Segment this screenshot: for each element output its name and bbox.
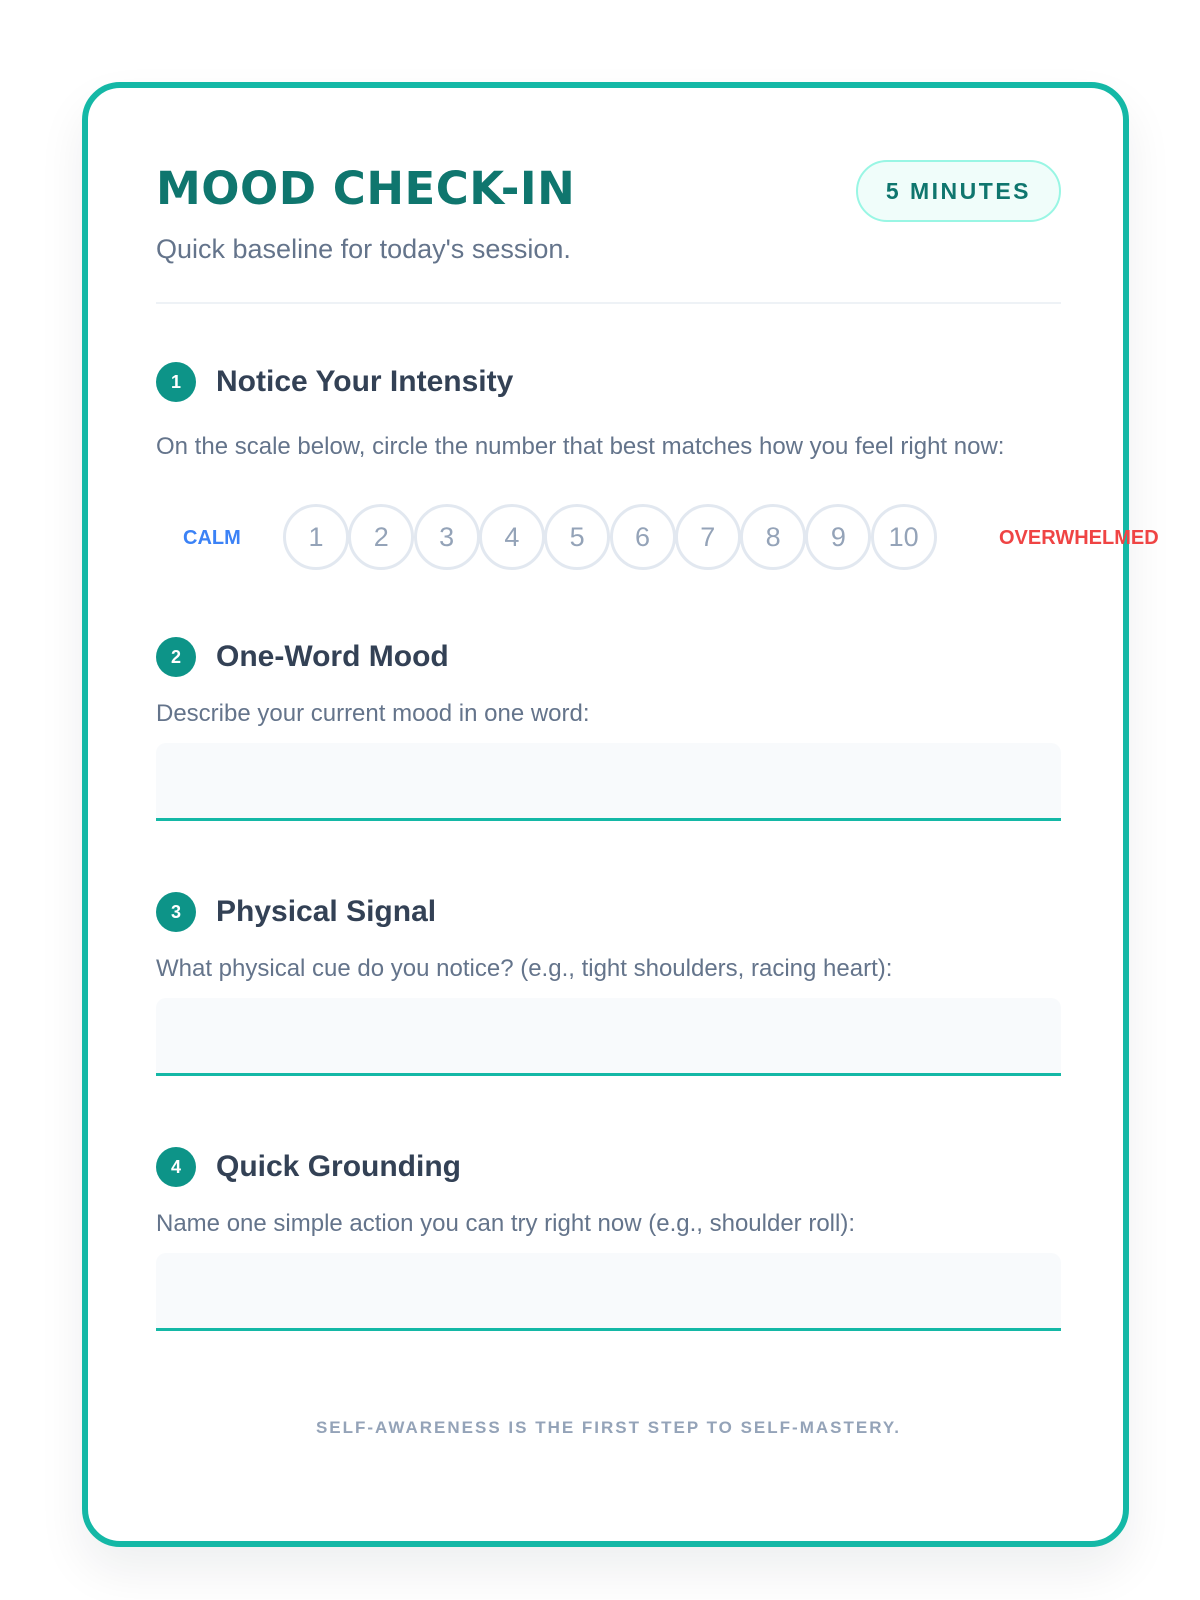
section-header — [156, 362, 1061, 402]
section-prompt: What physical cue do you notice? (e.g., tight shoulders, racing heart): — [156, 955, 893, 982]
step-number-badge: 1 — [156, 362, 196, 402]
step-number-badge: 4 — [156, 1147, 196, 1187]
section-title: One-Word Mood — [216, 640, 449, 673]
duration-badge: 5 MINUTES — [856, 160, 1061, 222]
section-header — [156, 1147, 1061, 1187]
page-subtitle: Quick baseline for today's session. — [156, 234, 571, 264]
section-one-word-mood — [156, 637, 1061, 821]
scale-low-label: CALM — [183, 526, 241, 549]
scale-option-8[interactable]: 8 — [740, 504, 806, 570]
scale-option-9[interactable]: 9 — [805, 504, 871, 570]
section-prompt: On the scale below, circle the number that best matches how you feel right now: — [156, 433, 1005, 460]
intensity-scale — [156, 504, 1159, 572]
mood-word-input[interactable] — [156, 743, 1061, 821]
scale-option-1[interactable]: 1 — [283, 504, 349, 570]
section-title: Quick Grounding — [216, 1150, 461, 1183]
step-number-badge: 3 — [156, 892, 196, 932]
section-prompt: Name one simple action you can try right now (e.g., shoulder roll): — [156, 1210, 855, 1237]
check-in-card — [82, 82, 1159, 1547]
scale-option-5[interactable]: 5 — [544, 504, 610, 570]
grounding-action-input[interactable] — [156, 1253, 1061, 1331]
section-header — [156, 892, 1061, 932]
header-divider — [156, 302, 1061, 304]
section-physical-signal — [156, 892, 1061, 1076]
section-intensity — [156, 362, 1159, 552]
section-quick-grounding — [156, 1147, 1061, 1331]
scale-option-2[interactable]: 2 — [348, 504, 414, 570]
scale-option-4[interactable]: 4 — [479, 504, 545, 570]
scale-high-label: OVERWHELMED — [999, 526, 1159, 549]
scale-option-6[interactable]: 6 — [610, 504, 676, 570]
scale-option-3[interactable]: 3 — [414, 504, 480, 570]
scale-option-10[interactable]: 10 — [871, 504, 937, 570]
section-prompt: Describe your current mood in one word: — [156, 700, 590, 727]
card-header — [156, 160, 1061, 290]
scale-option-7[interactable]: 7 — [675, 504, 741, 570]
section-header — [156, 637, 1061, 677]
footer-quote: SELF-AWARENESS IS THE FIRST STEP TO SELF-MASTERY. — [315, 1418, 902, 1437]
step-number-badge: 2 — [156, 637, 196, 677]
section-title: Physical Signal — [216, 895, 437, 928]
physical-cue-input[interactable] — [156, 998, 1061, 1076]
section-title: Notice Your Intensity — [216, 365, 514, 398]
page-title: MOOD CHECK-IN — [156, 162, 576, 215]
